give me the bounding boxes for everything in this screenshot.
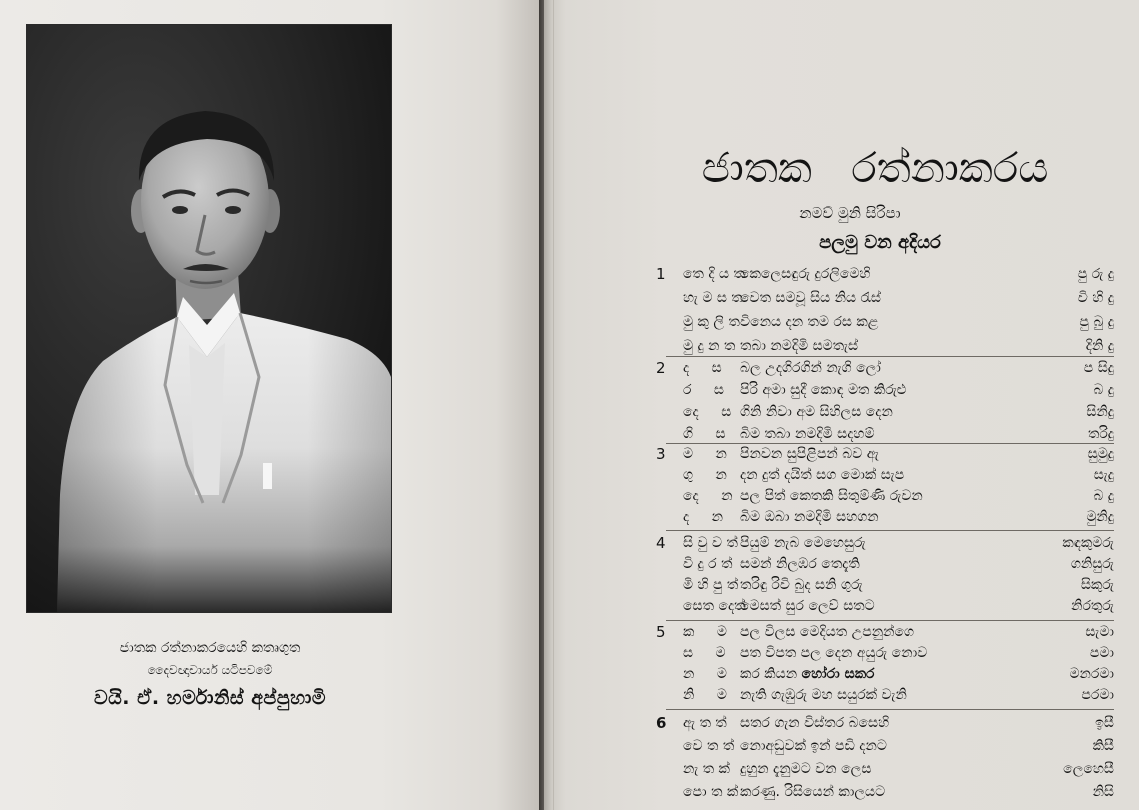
verse-line-end: ප සිදු	[1083, 360, 1114, 376]
verse-line-text: බිම තබා නමදිමි සදහම්	[740, 426, 875, 442]
verse-divider	[666, 709, 1114, 710]
verse-line-lead: දෙ න	[683, 488, 733, 504]
verse-3	[652, 444, 1114, 528]
verse-5	[652, 622, 1114, 706]
verse-line-lead: මි හි පු ත්	[683, 577, 739, 593]
verse-line	[652, 423, 1114, 445]
verse-line-lead: ම න	[683, 446, 727, 462]
verse-line	[652, 401, 1114, 423]
verse-line-text: දුහුන දැනුමට වන ලෙස	[740, 761, 872, 777]
verse-line	[652, 685, 1114, 706]
verse-line	[652, 575, 1114, 596]
section-heading: පලමු වන අදියර	[819, 232, 941, 253]
verse-line	[652, 781, 1114, 804]
verse-line-lead: සෙත දෙත්	[683, 598, 746, 614]
verse-line-text: පල විලස මෙදියත උපනුන්ගෙ	[740, 624, 915, 640]
verse-line-text: සතර ගැන විස්තර බසෙහි	[740, 715, 890, 731]
invocation-line: නමව් මුනි සිරිපා	[799, 204, 901, 222]
verse-line-lead: නි ම	[683, 687, 727, 703]
verse-line	[652, 310, 1114, 334]
verse-line	[652, 596, 1114, 617]
verse-line-text: පිනවන සුපිළිපන් බව ඇ	[740, 446, 879, 462]
verse-line	[652, 286, 1114, 310]
verse-line-end: පු රු දු	[1077, 266, 1114, 282]
verse-line-end: බ දු	[1093, 488, 1114, 504]
verse-line-lead: ඇ ත ත්	[683, 715, 727, 731]
verse-line-text: පත විපත පල දෙන අයුරු නොව	[740, 645, 928, 661]
verse-line-text: කෙලෙසඳුරු දුරලිමෙහි	[740, 266, 871, 282]
verse-line-text: දන දුත් දයිත් සග මොක් සැප	[740, 467, 905, 483]
verse-line-end: කඳකුමරු	[1062, 535, 1114, 551]
pocket-square	[263, 463, 272, 489]
verse-line-end: තරිදු	[1087, 426, 1114, 442]
verse-line-end: පු බු දු	[1079, 314, 1114, 330]
verse-divider	[666, 530, 1114, 531]
verse-4	[652, 533, 1114, 617]
verse-line-text	[740, 664, 875, 685]
verse-line-lead: තෙ දි ය ත	[683, 266, 745, 282]
verse-line-end: සිකුරු	[1080, 577, 1114, 593]
verse-divider	[666, 620, 1114, 621]
left-eye	[172, 206, 188, 214]
verse-line-text: බිම ඔබා නමදිමි සහගන	[740, 509, 879, 525]
caption-subtitle-line: දෛවඥාචාර්ය යටිපවමේ	[147, 663, 273, 677]
author-portrait	[27, 25, 391, 612]
verse-line-lead: පො ත ක්	[683, 784, 739, 800]
verse-line-text: වෙත සමවූ සිය නිය රැස්	[740, 290, 881, 306]
verse-line-lead: මු දු න ත	[683, 338, 736, 354]
verse-line-text: සමන් නිලඹර තෙදැති	[740, 556, 860, 572]
verse-line	[652, 334, 1114, 358]
verse-number: 6	[656, 714, 667, 732]
verse-line-text-bold: හෝරා සකර	[801, 666, 875, 682]
verse-line-lead: සි වු ව ත්	[683, 535, 738, 551]
verse-line-end: නිරතුරු	[1071, 598, 1114, 614]
verse-line-end: වි හි දු	[1077, 290, 1114, 306]
verse-line	[652, 262, 1114, 286]
verse-2	[652, 357, 1114, 445]
verse-number: 2	[656, 359, 666, 377]
caption-author-name: වයි. ඒ. හර්මානිස් අප්පුහාමි	[93, 687, 326, 709]
verse-line-end: ලෙහෙසී	[1063, 761, 1114, 777]
verse-line-lead: වෙ ත ත්	[683, 738, 735, 754]
verse-line-end: දිනි දු	[1085, 338, 1114, 354]
page-edge-line	[553, 0, 554, 810]
verse-line-text: තරිඳු රිවි බුද සනි ගුරු	[740, 577, 863, 593]
verse-line	[652, 444, 1114, 465]
verse-line-lead: මු කු ලි ත	[683, 314, 740, 330]
verse-line	[652, 712, 1114, 735]
verse-line	[652, 664, 1114, 685]
book-title: ජාතක රත්නාකරය	[701, 143, 1049, 192]
verse-line-lead: නැ ත ක්	[683, 761, 730, 777]
verse-number: 5	[656, 623, 666, 641]
verse-line	[652, 758, 1114, 781]
verse-line	[652, 507, 1114, 528]
verse-line-end: සැමා	[1085, 624, 1114, 640]
verse-line-text: පල පිත් කෙතකි සිතුම්ණි රුවන	[740, 488, 923, 504]
verse-line-end: නිසි	[1092, 784, 1114, 800]
caption-title-line: ජාතක රත්නාකරයෙහි කතෘගුත	[119, 640, 301, 656]
verse-line-end: ඉසී	[1095, 715, 1114, 731]
verse-1	[652, 262, 1114, 358]
verse-line-text: තබා නමදිමි සමතැස්	[740, 338, 859, 354]
verse-line-end: සැදු	[1093, 467, 1114, 483]
verse-line-end: පරමා	[1081, 687, 1114, 703]
verse-line-text: බල උදගිරගින් නැගි ලෝ	[740, 360, 881, 376]
verse-number: 1	[656, 265, 666, 283]
verse-line-lead: දෙ ස	[683, 404, 732, 420]
verse-line-text-plain: කර කියන	[740, 666, 798, 682]
verse-line-text: නොඅඩුවක් ඉන් පඩි දනට	[740, 738, 887, 754]
verse-line-text: මෙසත් සුර ලෙව් සතට	[740, 598, 875, 614]
verse-line-end: පමා	[1089, 645, 1114, 661]
verse-line-lead: න ම	[683, 666, 727, 682]
verse-line-lead: ගු න	[683, 467, 727, 483]
verse-line	[652, 554, 1114, 575]
verse-line-lead: ක ම	[683, 624, 727, 640]
verse-line-end: සුමුදු	[1087, 446, 1114, 462]
verse-line	[652, 465, 1114, 486]
verse-line-text: කරණු. රිසියෙන් කාලයට	[740, 784, 886, 800]
verse-line-end: සිනිදු	[1086, 404, 1114, 420]
verse-line-end: කිසී	[1092, 738, 1114, 754]
verse-6	[652, 712, 1114, 804]
verse-line-end: බ දු	[1093, 382, 1114, 398]
verse-line	[652, 735, 1114, 758]
verse-line	[652, 643, 1114, 664]
right-eye	[225, 206, 241, 214]
verse-number: 3	[656, 445, 666, 463]
shirt-front	[189, 343, 225, 495]
verse-line-lead: ස ම	[683, 645, 726, 661]
verse-line-lead: ගි ස	[683, 426, 726, 442]
verse-number: 4	[656, 534, 666, 552]
verse-line	[652, 622, 1114, 643]
verse-line-end: මුනිදු	[1086, 509, 1114, 525]
verse-line	[652, 357, 1114, 379]
verse-line-text: පියුම් නැබ මෙහෙසුරු	[740, 535, 866, 551]
verse-line-text: නැති ගැඹුරු මහ සයුරක් වැනි	[740, 687, 907, 703]
verse-line	[652, 533, 1114, 554]
verse-line	[652, 486, 1114, 507]
verse-line-lead: වි දු ර ත්	[683, 556, 733, 572]
verse-line-end: ගනිසුරු	[1070, 556, 1114, 572]
verse-line-lead: ර ස	[683, 382, 724, 398]
verse-line-lead: ද න	[683, 509, 724, 525]
verse-line-text: ගිනි නිවා අම සිහිලස දෙන	[740, 404, 893, 420]
verse-line-end: මනරමා	[1069, 666, 1114, 682]
verse-line-lead: හැ ම ස ත	[683, 290, 743, 306]
verse-line	[652, 379, 1114, 401]
verse-line-text: පිරි අමා සුදී කොඳ මත කිරුළු	[740, 382, 907, 398]
verse-line-text: විනෙය දන තම රස කළ	[740, 314, 879, 330]
verse-line-lead: ද ස	[683, 360, 722, 376]
